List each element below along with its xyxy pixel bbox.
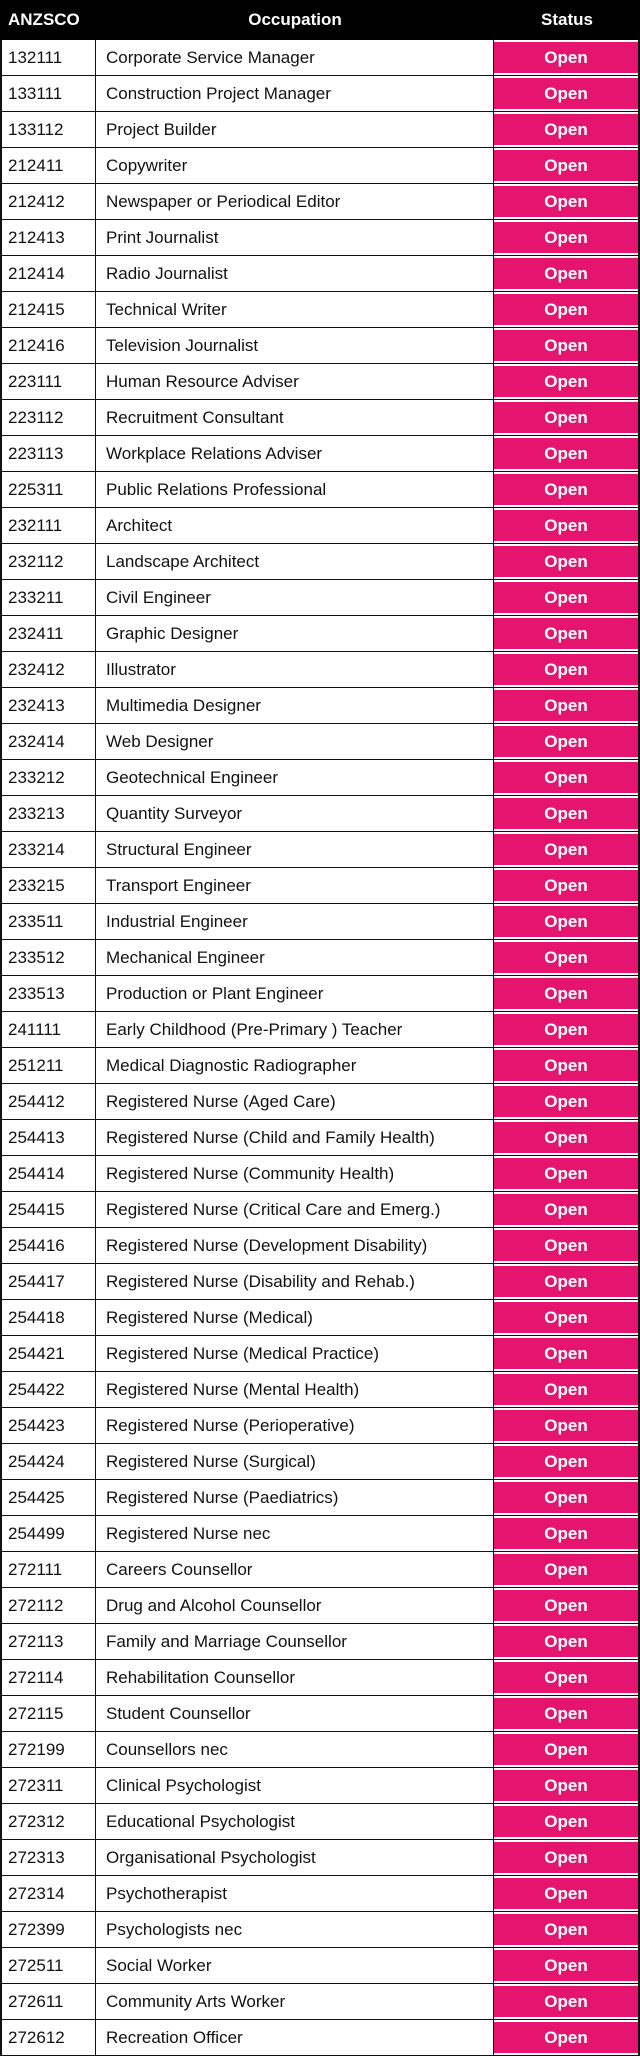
anzsco-code: 254424 — [2, 1444, 96, 1479]
occupation-name: Landscape Architect — [96, 544, 494, 579]
table-row — [2, 1660, 638, 1696]
anzsco-code: 272314 — [2, 1876, 96, 1911]
occupation-name: Registered Nurse nec — [96, 1516, 494, 1551]
anzsco-code: 272113 — [2, 1624, 96, 1659]
table-row — [2, 1624, 638, 1660]
anzsco-code: 133112 — [2, 112, 96, 147]
occupation-name: Project Builder — [96, 112, 494, 147]
status-badge: Open — [494, 1554, 638, 1585]
occupation-name: Community Arts Worker — [96, 1984, 494, 2019]
occupation-name: Illustrator — [96, 652, 494, 687]
occupation-name: Rehabilitation Counsellor — [96, 1660, 494, 1695]
table-row — [2, 1156, 638, 1192]
status-badge: Open — [494, 1698, 638, 1729]
occupation-name: Human Resource Adviser — [96, 364, 494, 399]
table-row — [2, 1876, 638, 1912]
status-badge: Open — [494, 1950, 638, 1981]
table-row — [2, 796, 638, 832]
anzsco-code: 232112 — [2, 544, 96, 579]
anzsco-code: 212415 — [2, 292, 96, 327]
anzsco-code: 272611 — [2, 1984, 96, 2019]
occupation-name: Registered Nurse (Disability and Rehab.) — [96, 1264, 494, 1299]
table-row — [2, 1228, 638, 1264]
occupation-name: Registered Nurse (Child and Family Health) — [96, 1120, 494, 1155]
anzsco-code: 254416 — [2, 1228, 96, 1263]
status-badge: Open — [494, 1878, 638, 1909]
table-row — [2, 76, 638, 112]
anzsco-code: 272311 — [2, 1768, 96, 1803]
table-row — [2, 1732, 638, 1768]
occupation-name: Transport Engineer — [96, 868, 494, 903]
status-badge: Open — [494, 1050, 638, 1081]
occupation-name: Public Relations Professional — [96, 472, 494, 507]
table-row — [2, 688, 638, 724]
anzsco-code: 132111 — [2, 40, 96, 75]
status-badge: Open — [494, 366, 638, 397]
table-row — [2, 1840, 638, 1876]
status-badge: Open — [494, 546, 638, 577]
status-badge: Open — [494, 618, 638, 649]
table-row — [2, 1948, 638, 1984]
occupation-name: Workplace Relations Adviser — [96, 436, 494, 471]
table-row — [2, 1696, 638, 1732]
table-row — [2, 1912, 638, 1948]
anzsco-code: 223113 — [2, 436, 96, 471]
table-row — [2, 1984, 638, 2020]
status-badge: Open — [494, 222, 638, 253]
occupation-name: Corporate Service Manager — [96, 40, 494, 75]
anzsco-code: 254413 — [2, 1120, 96, 1155]
status-badge: Open — [494, 1338, 638, 1369]
anzsco-code: 233214 — [2, 832, 96, 867]
status-badge: Open — [494, 1410, 638, 1441]
anzsco-code: 232412 — [2, 652, 96, 687]
anzsco-code: 232411 — [2, 616, 96, 651]
status-badge: Open — [494, 1122, 638, 1153]
status-badge: Open — [494, 1302, 638, 1333]
table-row — [2, 112, 638, 148]
anzsco-code: 254425 — [2, 1480, 96, 1515]
status-badge: Open — [494, 654, 638, 685]
table-row — [2, 436, 638, 472]
table-row — [2, 1264, 638, 1300]
table-row — [2, 940, 638, 976]
status-badge: Open — [494, 1482, 638, 1513]
status-badge: Open — [494, 258, 638, 289]
anzsco-code: 233213 — [2, 796, 96, 831]
status-badge: Open — [494, 1842, 638, 1873]
table-row — [2, 1192, 638, 1228]
status-badge: Open — [494, 762, 638, 793]
anzsco-code: 225311 — [2, 472, 96, 507]
status-badge: Open — [494, 78, 638, 109]
occupation-name: Web Designer — [96, 724, 494, 759]
anzsco-code: 272312 — [2, 1804, 96, 1839]
anzsco-code: 254422 — [2, 1372, 96, 1407]
occupation-name: Organisational Psychologist — [96, 1840, 494, 1875]
table-row — [2, 652, 638, 688]
anzsco-code: 233512 — [2, 940, 96, 975]
status-badge: Open — [494, 1158, 638, 1189]
occupation-name: Educational Psychologist — [96, 1804, 494, 1839]
status-badge: Open — [494, 1626, 638, 1657]
anzsco-code: 223112 — [2, 400, 96, 435]
anzsco-code: 254412 — [2, 1084, 96, 1119]
table-row — [2, 544, 638, 580]
status-badge: Open — [494, 1266, 638, 1297]
table-row — [2, 1012, 638, 1048]
table-row — [2, 832, 638, 868]
anzsco-code: 133111 — [2, 76, 96, 111]
table-row — [2, 724, 638, 760]
table-row — [2, 1444, 638, 1480]
table-row — [2, 256, 638, 292]
occupation-name: Student Counsellor — [96, 1696, 494, 1731]
occupation-name: Technical Writer — [96, 292, 494, 327]
table-row — [2, 220, 638, 256]
table-row — [2, 868, 638, 904]
table-row — [2, 400, 638, 436]
table-row — [2, 1804, 638, 1840]
occupation-name: Construction Project Manager — [96, 76, 494, 111]
table-row — [2, 1120, 638, 1156]
occupation-name: Social Worker — [96, 1948, 494, 1983]
table-row — [2, 1408, 638, 1444]
table-row — [2, 616, 638, 652]
anzsco-code: 212413 — [2, 220, 96, 255]
table-row — [2, 1300, 638, 1336]
anzsco-code: 254423 — [2, 1408, 96, 1443]
status-badge: Open — [494, 2022, 638, 2053]
status-badge: Open — [494, 330, 638, 361]
status-badge: Open — [494, 438, 638, 469]
anzsco-code: 212416 — [2, 328, 96, 363]
anzsco-code: 232414 — [2, 724, 96, 759]
anzsco-code: 233211 — [2, 580, 96, 615]
status-badge: Open — [494, 1734, 638, 1765]
table-row — [2, 904, 638, 940]
occupation-name: Registered Nurse (Surgical) — [96, 1444, 494, 1479]
anzsco-code: 212411 — [2, 148, 96, 183]
occupation-name: Psychologists nec — [96, 1912, 494, 1947]
status-badge: Open — [494, 690, 638, 721]
anzsco-code: 272313 — [2, 1840, 96, 1875]
anzsco-code: 232413 — [2, 688, 96, 723]
occupation-name: Registered Nurse (Aged Care) — [96, 1084, 494, 1119]
status-badge: Open — [494, 1662, 638, 1693]
header-status: Status — [541, 10, 593, 29]
anzsco-code: 241111 — [2, 1012, 96, 1047]
occupation-name: Civil Engineer — [96, 580, 494, 615]
table-row — [2, 1516, 638, 1552]
status-badge: Open — [494, 1086, 638, 1117]
occupation-name: Registered Nurse (Medical Practice) — [96, 1336, 494, 1371]
occupation-name: Psychotherapist — [96, 1876, 494, 1911]
table-row — [2, 508, 638, 544]
status-badge: Open — [494, 294, 638, 325]
occupation-name: Counsellors nec — [96, 1732, 494, 1767]
status-badge: Open — [494, 1014, 638, 1045]
occupation-name: Careers Counsellor — [96, 1552, 494, 1587]
anzsco-code: 212412 — [2, 184, 96, 219]
anzsco-code: 254417 — [2, 1264, 96, 1299]
occupation-name: Family and Marriage Counsellor — [96, 1624, 494, 1659]
occupation-name: Structural Engineer — [96, 832, 494, 867]
status-badge: Open — [494, 1230, 638, 1261]
status-badge: Open — [494, 1446, 638, 1477]
status-badge: Open — [494, 978, 638, 1009]
anzsco-code: 232111 — [2, 508, 96, 543]
status-badge: Open — [494, 726, 638, 757]
anzsco-code: 272612 — [2, 2020, 96, 2055]
table-row — [2, 40, 638, 76]
occupation-name: Architect — [96, 508, 494, 543]
occupation-name: Production or Plant Engineer — [96, 976, 494, 1011]
table-row — [2, 184, 638, 220]
table-row — [2, 580, 638, 616]
status-badge: Open — [494, 1194, 638, 1225]
occupation-name: Newspaper or Periodical Editor — [96, 184, 494, 219]
status-badge: Open — [494, 906, 638, 937]
anzsco-code: 212414 — [2, 256, 96, 291]
occupation-name: Registered Nurse (Development Disability) — [96, 1228, 494, 1263]
anzsco-code: 233212 — [2, 760, 96, 795]
occupation-name: Registered Nurse (Paediatrics) — [96, 1480, 494, 1515]
occupation-name: Recruitment Consultant — [96, 400, 494, 435]
status-badge: Open — [494, 870, 638, 901]
occupation-name: Early Childhood (Pre-Primary ) Teacher — [96, 1012, 494, 1047]
table-row — [2, 976, 638, 1012]
anzsco-code: 251211 — [2, 1048, 96, 1083]
occupation-name: Radio Journalist — [96, 256, 494, 291]
table-row — [2, 2020, 638, 2056]
anzsco-code: 254415 — [2, 1192, 96, 1227]
anzsco-code: 272114 — [2, 1660, 96, 1695]
anzsco-code: 254418 — [2, 1300, 96, 1335]
status-badge: Open — [494, 1590, 638, 1621]
occupation-name: Registered Nurse (Community Health) — [96, 1156, 494, 1191]
anzsco-code: 233215 — [2, 868, 96, 903]
occupation-name: Copywriter — [96, 148, 494, 183]
table-row — [2, 1480, 638, 1516]
status-badge: Open — [494, 1374, 638, 1405]
occupation-name: Registered Nurse (Perioperative) — [96, 1408, 494, 1443]
table-row — [2, 328, 638, 364]
table-row — [2, 292, 638, 328]
table-row — [2, 1372, 638, 1408]
anzsco-code: 223111 — [2, 364, 96, 399]
table-row — [2, 760, 638, 796]
status-badge: Open — [494, 510, 638, 541]
status-badge: Open — [494, 474, 638, 505]
occupation-name: Graphic Designer — [96, 616, 494, 651]
status-badge: Open — [494, 402, 638, 433]
status-badge: Open — [494, 1986, 638, 2017]
occupation-name: Registered Nurse (Critical Care and Emerg.) — [96, 1192, 494, 1227]
anzsco-code: 233511 — [2, 904, 96, 939]
occupation-name: Mechanical Engineer — [96, 940, 494, 975]
anzsco-code: 272511 — [2, 1948, 96, 1983]
anzsco-code: 272199 — [2, 1732, 96, 1767]
table-row — [2, 1084, 638, 1120]
anzsco-code: 272115 — [2, 1696, 96, 1731]
table-row — [2, 1336, 638, 1372]
anzsco-code: 272111 — [2, 1552, 96, 1587]
status-badge: Open — [494, 150, 638, 181]
anzsco-code: 233513 — [2, 976, 96, 1011]
table-row — [2, 472, 638, 508]
occupation-name: Clinical Psychologist — [96, 1768, 494, 1803]
header-anzsco: ANZSCO — [8, 10, 80, 29]
occupation-name: Multimedia Designer — [96, 688, 494, 723]
occupation-name: Television Journalist — [96, 328, 494, 363]
status-badge: Open — [494, 798, 638, 829]
anzsco-code: 254499 — [2, 1516, 96, 1551]
table-row — [2, 1552, 638, 1588]
occupation-name: Print Journalist — [96, 220, 494, 255]
anzsco-code: 254421 — [2, 1336, 96, 1371]
table-row — [2, 364, 638, 400]
occupation-name: Quantity Surveyor — [96, 796, 494, 831]
status-badge: Open — [494, 1806, 638, 1837]
status-badge: Open — [494, 1518, 638, 1549]
table-row — [2, 1588, 638, 1624]
status-badge: Open — [494, 1770, 638, 1801]
occupation-name: Industrial Engineer — [96, 904, 494, 939]
table-row — [2, 1048, 638, 1084]
occupation-name: Drug and Alcohol Counsellor — [96, 1588, 494, 1623]
occupation-name: Medical Diagnostic Radiographer — [96, 1048, 494, 1083]
occupation-name: Recreation Officer — [96, 2020, 494, 2055]
status-badge: Open — [494, 114, 638, 145]
table-row — [2, 148, 638, 184]
status-badge: Open — [494, 834, 638, 865]
anzsco-code: 272112 — [2, 1588, 96, 1623]
status-badge: Open — [494, 942, 638, 973]
table-body — [0, 40, 640, 2056]
occupation-name: Registered Nurse (Mental Health) — [96, 1372, 494, 1407]
occupation-name: Registered Nurse (Medical) — [96, 1300, 494, 1335]
table-header — [0, 0, 640, 40]
status-badge: Open — [494, 1914, 638, 1945]
occupation-name: Geotechnical Engineer — [96, 760, 494, 795]
table-row — [2, 1768, 638, 1804]
anzsco-code: 254414 — [2, 1156, 96, 1191]
header-occupation: Occupation — [248, 10, 342, 29]
status-badge: Open — [494, 582, 638, 613]
status-badge: Open — [494, 42, 638, 73]
status-badge: Open — [494, 186, 638, 217]
anzsco-code: 272399 — [2, 1912, 96, 1947]
